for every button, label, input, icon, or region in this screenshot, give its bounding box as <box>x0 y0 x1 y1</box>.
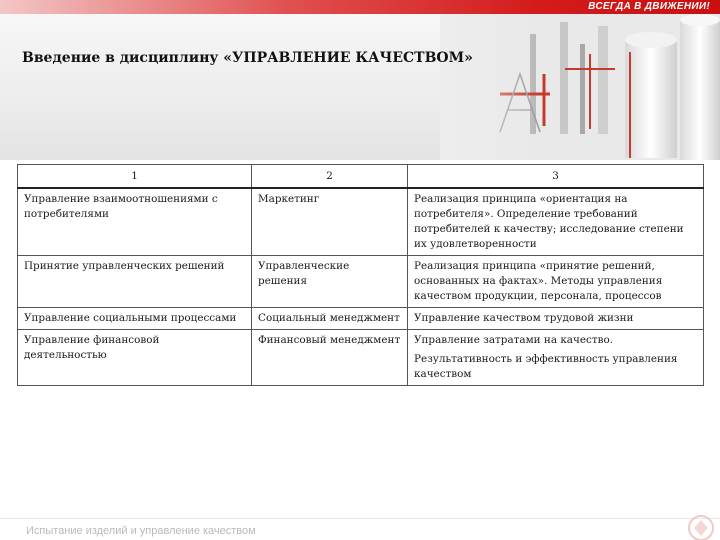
table-header-row <box>18 165 704 189</box>
cell-discipline: Управленческие решения <box>252 256 408 308</box>
cell-description <box>408 256 704 308</box>
cell-description <box>408 188 704 256</box>
cell-discipline: Социальный менеджмент <box>252 308 408 330</box>
description-text: Реализация принципа «ориентация на потребителя». Определение требований потребителей к качеству; исследование степени их удовлетворенности <box>414 193 684 250</box>
company-logo-icon <box>684 512 718 540</box>
cell-description <box>408 330 704 386</box>
cell-function: Принятие управленческих решений <box>18 256 252 308</box>
column-header-3: 3 <box>408 165 704 189</box>
description-text: Управление затратами на качество. <box>414 334 613 346</box>
table-row <box>18 256 704 308</box>
page-title: Введение в дисциплину «УПРАВЛЕНИЕ КАЧЕСТВОМ» <box>22 50 473 66</box>
table-row <box>18 308 704 330</box>
cell-function: Управление взаимоотношениями с потребителями <box>18 188 252 256</box>
column-header-1: 1 <box>18 165 252 189</box>
cell-description <box>408 308 704 330</box>
brand-slogan: ВСЕГДА В ДВИЖЕНИИ! <box>588 1 710 12</box>
description-text: Результативность и эффективность управления качеством <box>414 353 678 380</box>
industrial-plant-illustration <box>440 14 720 160</box>
cell-function: Управление социальными процессами <box>18 308 252 330</box>
column-header-2: 2 <box>252 165 408 189</box>
cell-discipline: Финансовый менеджмент <box>252 330 408 386</box>
footer-divider <box>0 518 720 519</box>
top-banner <box>0 0 720 14</box>
table-row <box>18 330 704 386</box>
cell-discipline: Маркетинг <box>252 188 408 256</box>
table-row <box>18 188 704 256</box>
description-text: Управление качеством трудовой жизни <box>414 312 634 324</box>
discipline-table <box>17 164 704 386</box>
description-text: Реализация принципа «принятие решений, основанных на фактах». Методы управления качеством продукции, персонала, процессов <box>414 260 663 302</box>
footer-course-title: Испытание изделий и управление качеством <box>26 525 256 537</box>
cell-function: Управление финансовой деятельностью <box>18 330 252 386</box>
